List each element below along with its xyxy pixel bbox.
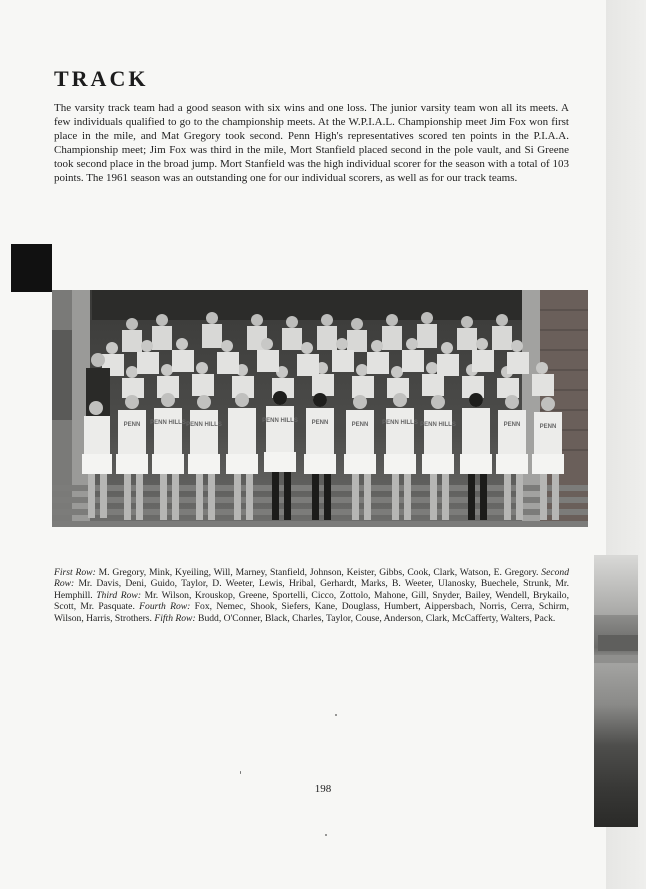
adjacent-page-photo bbox=[594, 555, 638, 827]
jersey-text: PENN HILLS bbox=[186, 422, 222, 428]
print-speck bbox=[240, 771, 241, 774]
caption-row1-label: First Row: bbox=[54, 567, 96, 578]
adjacent-photo-building bbox=[598, 635, 638, 651]
caption-row2-names: Mr. Davis, Deni, Guido, Taylor, D. Weeter, Lewis, Hribal, Gerhardt, Marks, B. Weeter, Ulanosky, Buechele, Strunk, Mr. Hemphill. bbox=[54, 578, 569, 601]
jersey-text: PENN HILLS bbox=[420, 422, 456, 428]
jersey-text: PENN HILLS bbox=[150, 420, 186, 426]
team-photo-illustration bbox=[52, 290, 588, 527]
jersey-text: PENN bbox=[311, 420, 329, 426]
page-title: TRACK bbox=[54, 66, 149, 91]
caption-row5-names: Budd, O'Conner, Black, Charles, Taylor, Couse, Anderson, Clark, McCafferty, Walters, Pack. bbox=[195, 612, 556, 624]
jersey-text: PENN bbox=[539, 424, 557, 430]
jersey-text: PENN bbox=[123, 422, 141, 428]
jersey-text: PENN HILLS bbox=[262, 418, 298, 424]
caption-row4-names: Fox, Nemec, Shook, Siefers, Kane, Douglass, Humbert, Aippersbach, Norris, Cerra, Schirm, Wilson, Harris, Strothers. bbox=[54, 601, 569, 624]
jersey-text: PENN bbox=[503, 422, 521, 428]
photo-caption bbox=[54, 567, 569, 624]
adjacent-photo-fence bbox=[594, 655, 638, 663]
print-speck bbox=[335, 714, 337, 716]
print-speck bbox=[325, 834, 327, 836]
jersey-text: PENN bbox=[351, 422, 369, 428]
caption-row2-label: Second Row: bbox=[54, 567, 569, 590]
caption-row3-label: Third Row: bbox=[96, 589, 142, 601]
caption-row5-label: Fifth Row: bbox=[154, 612, 196, 624]
jersey-text: PENN HILLS bbox=[382, 420, 418, 426]
caption-row1-names: M. Gregory, Mink, Kyeiling, Will, Marney, Stanfield, Johnson, Keister, Gibbs, Cook, Clark, Watson, E. Gregory. bbox=[95, 567, 542, 578]
page-number: 198 bbox=[314, 783, 332, 795]
decorative-black-block bbox=[11, 244, 52, 292]
adjacent-photo-sky bbox=[594, 555, 638, 615]
article-body: The varsity track team had a good season with six wins and one loss. The junior varsity team won all its meets. A few individuals qualified to go to the championship meets. At the W.P.I.A.L. Championship meet Jim Fox won first place in the mile, and Mat Gregory took second. Penn High's representatives scored ten points in the P.I.A.A. Championship meet; Jim Fox was third in the mile, Mort Stanfield placed second in the pole vault, and Si Greene took second place in the broad jump. Mort Stanfield was the high individual scorer for the season with a total of 103 points. The 1961 season was an outstanding one for our individual scorers, as well as for our track teams. bbox=[54, 102, 569, 184]
caption-row4-label: Fourth Row: bbox=[139, 601, 191, 613]
team-photo bbox=[52, 290, 588, 527]
caption-row3-names: Mr. Wilson, Krouskop, Greene, Sportelli, Cicco, Zottolo, Mahone, Gill, Snyder, Bailey, Wendell, Brykailo, Scott, Mr. Pasquate. bbox=[54, 589, 569, 613]
